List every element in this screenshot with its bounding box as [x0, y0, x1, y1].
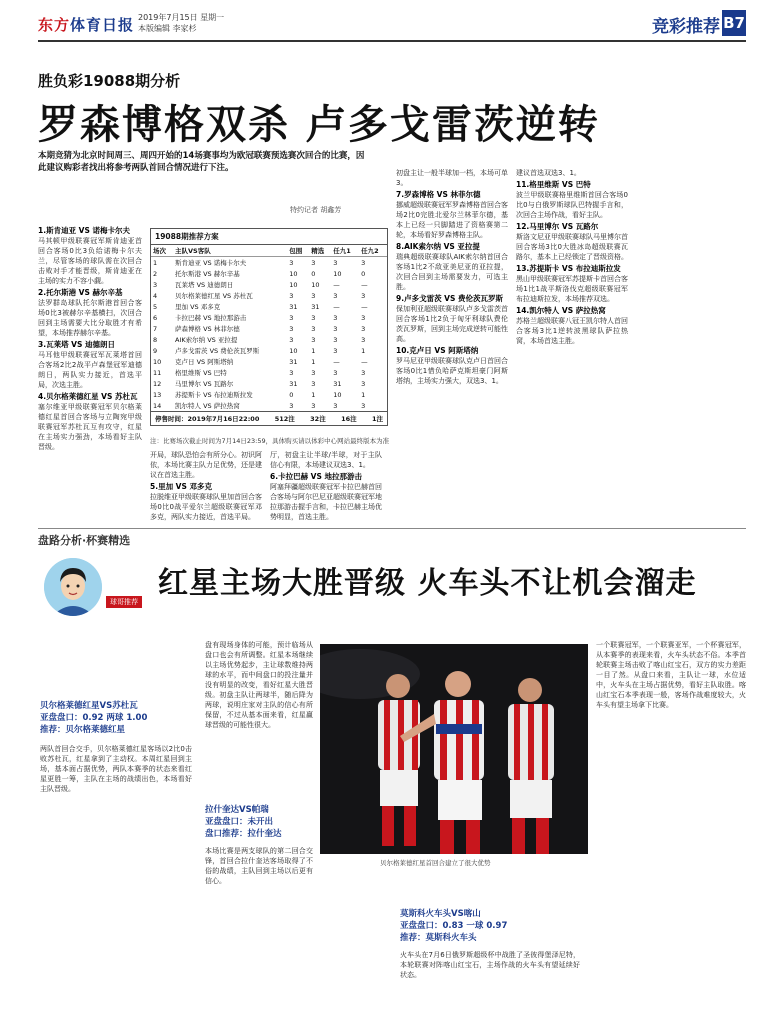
table-cell: 凯尔特人 VS 萨拉热窝	[175, 402, 240, 410]
match2-pick: 盘口推荐：拉什奎达	[205, 829, 282, 839]
table-cell: —	[333, 357, 340, 366]
table-cell: 克卢日 VS 阿斯塔纳	[175, 358, 234, 366]
paragraph-text: 阿塞拜疆超级联赛冠军卡拉巴赫首回合客场与阿尔巴尼亚超级联赛冠军地拉那游击握手言和，卡拉巴赫主场优势明显，首选主胜。	[270, 483, 382, 521]
table-bet-4: 1注	[371, 415, 383, 423]
table-cell: 3	[311, 368, 316, 377]
avatar-illustration	[44, 558, 102, 616]
section-divider	[38, 528, 746, 529]
table-cell: AIK索尔纳 VS 亚拉提	[175, 336, 238, 344]
table-cell: 3	[311, 401, 316, 410]
author-avatar	[44, 558, 102, 616]
table-header-cell: 场次	[151, 245, 173, 257]
table-cell: 3	[311, 379, 316, 388]
article-column-1	[38, 224, 142, 524]
table-cell: 2	[153, 269, 158, 278]
table-cell: 3	[289, 401, 294, 410]
paragraph-heading: 13.苏提斯卡 VS 布拉迪斯拉发	[516, 264, 621, 273]
paragraph-heading: 7.罗森博格 VS 林菲尔德	[396, 190, 481, 199]
editor-credit: 本版编辑 李家杉	[138, 24, 197, 33]
table-cell: 31	[311, 302, 320, 311]
table-cell: 5	[153, 302, 158, 311]
paragraph-heading: 5.里加 VS 邓多克	[150, 482, 212, 491]
table-grid	[151, 245, 387, 411]
recommendation-table	[150, 228, 388, 426]
table-cell: 3	[333, 346, 338, 355]
paragraph-text: 瑞典超级联赛球队AIK索尔纳首回合客场1比2不敌亚美尼亚的亚拉提，次回合回到主场需要发力，可选主胜。	[396, 253, 508, 291]
table-cell: 0	[311, 269, 316, 278]
paragraph-text: 黑山甲级联赛冠军苏提斯卡首回合客场1比1战平斯洛伐克超级联赛冠军布拉迪斯拉发，本场推荐双选。	[516, 275, 628, 303]
table-cell: 3	[333, 258, 338, 267]
table-cell: 1	[361, 390, 366, 399]
article-column-5	[516, 168, 628, 524]
paragraph-heading: 9.卢多戈雷茨 VS 费伦茨瓦罗斯	[396, 294, 503, 303]
table-header-cell: 精选	[309, 245, 331, 257]
table-cell: 3	[333, 335, 338, 344]
paragraph-text: 拉脱维亚甲级联赛球队里加首回合客场0比0战平爱尔兰超级联赛冠军邓多克，两队实力接近，首选平局。	[150, 493, 262, 521]
section-title: 竞彩推荐	[652, 17, 720, 37]
table-cell: 3	[311, 313, 316, 322]
table-cell: 3	[289, 258, 294, 267]
table-cell: 14	[153, 401, 162, 410]
table-cell: 3	[333, 291, 338, 300]
table-cell: 10	[289, 280, 298, 289]
table-cell: 3	[361, 368, 366, 377]
table-row	[151, 389, 387, 400]
table-cell: 1	[311, 357, 316, 366]
paragraph-heading: 10.克卢日 VS 阿斯塔纳	[396, 346, 479, 355]
table-cell: 4	[153, 291, 158, 300]
table-cell: 10	[153, 357, 162, 366]
table-cell: 卡拉巴赫 VS 地拉那游击	[175, 314, 247, 322]
table-row	[151, 400, 387, 411]
paragraph-heading: 4.贝尔格莱德红星 VS 苏杜瓦	[38, 392, 138, 401]
table-cell: 萨森博格 VS 林菲尔德	[175, 325, 240, 333]
paragraph-text: 马耳他甲级联赛冠军瓦莱塔首回合客场2比2战平卢森堡冠军迪德朗日，两队实力接近，首选平局，次选主胜。	[38, 351, 142, 389]
table-cell: 0	[361, 269, 366, 278]
paragraph-text: 马其顿甲级联赛冠军斯肯迪亚首回合客场0比3负给诺梅卡尔夫兰，尽管客场的球队需在次回合击败对手才能晋级，斯肯迪亚在主场的实力不容小觑。	[38, 237, 142, 285]
table-cell: —	[361, 280, 368, 289]
paragraph-text: 挪威超级联赛冠军罗森博格首回合客场2比0完胜北爱尔兰林菲尔德，基本上已经一只脚踏进了资格赛第二轮，本场看好罗森博格主队。	[396, 201, 508, 239]
article-byline: 特约记者 胡鑫芳	[290, 206, 342, 214]
paragraph-heading: 14.凯尔特人 VS 萨拉热窝	[516, 306, 606, 315]
paragraph-text: 法罗群岛球队托尔斯港首回合客场0比3被赫尔辛基横扫，次回合回到主场需要大比分取胜才有希望，本场推荐赫尔辛基。	[38, 299, 142, 337]
table-cell: 0	[289, 390, 294, 399]
table-cell: 3	[289, 368, 294, 377]
table-cell: 10	[289, 269, 298, 278]
photo-caption: 贝尔格莱德红星首回合建立了很大优势	[380, 859, 491, 867]
table-cell: 3	[333, 313, 338, 322]
table-cell: 13	[153, 390, 162, 399]
table-cell: 3	[311, 291, 316, 300]
match3-line: 亚盘盘口：0.83 一球 0.97	[400, 921, 508, 931]
table-cell: 3	[361, 401, 366, 410]
table-row	[151, 301, 387, 312]
table-bet-2: 32注	[310, 415, 326, 423]
article2-column-mid: 盘有现场身体的可能，预计临场从盘口也会有所调整。红星本场继续以主场优势起步，主让球数维持两球的水平，而中间盘口的投注量并没有明显的改变，看好红星大胜晋级。初盘主队让两球半，随后降为两球，说明庄家对主队的信心有所保留，不过从基本面来看，红星赢球晋级的可能性很大。	[205, 641, 313, 729]
match3-teams: 莫斯科火车头VS喀山	[400, 909, 481, 919]
table-cell: —	[333, 302, 340, 311]
table-cell: 瓦莱塔 VS 迪德朗日	[175, 281, 234, 289]
table-header-cell: 任九1	[331, 245, 359, 257]
match1-teams: 贝尔格莱德红星VS苏杜瓦	[40, 701, 138, 711]
table-cell: 3	[289, 291, 294, 300]
table-cell: 3	[333, 401, 338, 410]
table-cell: 里加 VS 邓多克	[175, 303, 221, 311]
table-cell: 1	[153, 258, 158, 267]
match3-text: 火车头在7月6日俄罗斯超级杯中战胜了圣彼得堡泽尼特，本轮联赛对阵喀山红宝石，主场作战的火车头有望延续好状态。	[400, 951, 580, 979]
logo-part-b: 体育日报	[70, 16, 135, 34]
article2-headline: 红星主场大胜晋级 火车头不让机会溜走	[158, 566, 697, 601]
table-row	[151, 268, 387, 279]
table-cell: 10	[311, 280, 320, 289]
table-cell: 10	[289, 346, 298, 355]
table-cell: 托尔斯港 VS 赫尔辛基	[175, 270, 240, 278]
newspaper-logo	[38, 14, 134, 35]
article-column-2	[150, 450, 262, 525]
table-cell: 斯肯迪亚 VS 诺梅卡尔夫	[175, 259, 247, 267]
table-cell: 1	[311, 346, 316, 355]
table-cell: 1	[311, 390, 316, 399]
table-cell: 11	[153, 368, 162, 377]
table-header-cell: 包围	[287, 245, 309, 257]
match2-line: 亚盘盘口：未开出	[205, 817, 274, 827]
article-column-4	[396, 168, 508, 524]
table-header-row	[151, 245, 387, 257]
match1-line: 亚盘盘口：0.92 两球 1.00	[40, 713, 148, 723]
table-cell: 马里博尔 VS 瓦路尔	[175, 380, 234, 388]
paragraph-heading: 2.托尔斯港 VS 赫尔辛基	[38, 288, 123, 297]
match1-text: 两队首回合交手，贝尔格莱德红星客场以2比0击败苏杜瓦，红星拿到了主动权。本周红星回到主场，基本面占据优势，两队本赛季的状态来看红星更胜一筹，主队在主场的战绩出色，本场看好主队晋级。	[40, 745, 192, 793]
paragraph-heading: 6.卡拉巴赫 VS 地拉那游击	[270, 472, 362, 481]
avatar-label: 球哥推荐	[106, 596, 142, 608]
table-cell: 格里维斯 VS 巴特	[175, 369, 227, 377]
match3-pick: 推荐：莫斯科火车头	[400, 933, 477, 943]
match2-text: 本场比赛是两支球队的第二回合交锋，首回合拉什奎达客场取得了不俗的战绩，主队回到主场以后更有信心。	[205, 847, 313, 885]
table-row	[151, 279, 387, 290]
table-cell: 31	[289, 357, 298, 366]
paragraph-text: 开局，球队恐怕会有所分心。初识阿依，本场比赛主队力足优势，还是建议在首选主胜。	[150, 451, 262, 479]
table-cell: 10	[333, 269, 342, 278]
article-kicker: 胜负彩19088期分析	[38, 72, 181, 90]
paragraph-heading: 3.瓦莱塔 VS 迪德朗日	[38, 340, 115, 349]
table-cell: 3	[361, 291, 366, 300]
table-header-cell: 任九2	[359, 245, 387, 257]
paragraph-text: 初盘主让一般半球加一档，本场可单3。	[396, 169, 508, 187]
table-cell: 3	[289, 324, 294, 333]
table-cell: 31	[289, 302, 298, 311]
page-header	[38, 4, 746, 42]
table-cell: 贝尔格莱德红星 VS 苏杜瓦	[175, 292, 253, 300]
page-number: B7	[722, 10, 746, 36]
paragraph-heading: 12.马里博尔 VS 瓦路尔	[516, 222, 599, 231]
table-note: 注：比赛场次截止时间为7月14日23:59，具体购买请以体彩中心网站最终版本为准	[150, 437, 390, 445]
logo-part-a: 东方	[38, 16, 71, 34]
article2-column-right: 一个联赛冠军，一个联赛亚军，一个杯赛冠军，从本赛季的表现来看，火车头状态不俗。本季首轮联赛主场击败了喀山红宝石，双方的实力差距一目了然。从盘口来看，主队让一球，水位适中，火车头在主场占据优势，看好主队取胜。喀山红宝石本季表现一般，客场作战难度较大，火车头有望主场拿下比赛。	[596, 641, 746, 709]
table-deadline: 停售时间：2019年7月16日22:00	[155, 415, 260, 423]
table-header-cell: 主队VS客队	[173, 245, 287, 257]
match-photo	[320, 644, 588, 854]
table-cell: 苏提斯卡 VS 布拉迪斯拉发	[175, 391, 253, 399]
table-row	[151, 323, 387, 334]
paragraph-text: 建议首选双选3、1。	[516, 169, 581, 177]
table-cell: 9	[153, 346, 158, 355]
paragraph-text: 塞尔维亚甲级联赛冠军贝尔格莱德红星首回合客场与立陶宛甲级联赛冠军苏杜瓦互有攻守，红星在主场实力强劲，本场看好主队晋级。	[38, 403, 142, 451]
table-row	[151, 312, 387, 323]
table-bet-1: 512注	[274, 415, 295, 423]
article-column-3	[270, 450, 382, 525]
table-row	[151, 257, 387, 269]
table-footer	[151, 411, 387, 425]
table-row	[151, 290, 387, 301]
paragraph-heading: 8.AIK索尔纳 VS 亚拉提	[396, 242, 480, 251]
table-cell: 3	[333, 324, 338, 333]
match1-info	[40, 700, 200, 736]
table-cell: —	[361, 302, 368, 311]
paragraph-heading: 1.斯肯迪亚 VS 诺梅卡尔夫	[38, 226, 130, 235]
table-cell: 3	[333, 368, 338, 377]
table-cell: 31	[289, 379, 298, 388]
table-cell: 3	[311, 335, 316, 344]
table-row	[151, 378, 387, 389]
table-cell: 卢多戈雷茨 VS 费伦茨瓦罗斯	[175, 347, 260, 355]
issue-info	[138, 12, 224, 34]
match2-teams: 拉什奎达VS帕瑞	[205, 805, 269, 815]
table-cell: 10	[333, 390, 342, 399]
players-illustration	[320, 644, 588, 854]
paragraph-text: 波兰甲级联赛格里维斯首回合客场0比0与白俄罗斯球队巴特握手言和，次回合主场作战，看好主队。	[516, 191, 628, 219]
paragraph-text: 罗马尼亚甲级联赛球队克卢日首回合客场0比1惜负哈萨克斯坦豪门阿斯塔纳，主场实力强大，双选3、1。	[396, 357, 508, 385]
table-row	[151, 356, 387, 367]
table-row	[151, 345, 387, 356]
table-cell: 3	[289, 313, 294, 322]
paragraph-text: 厅，初盘主让半球/半球，对于主队信心有限，本场建议双选3、1。	[270, 451, 382, 469]
table-cell: 3	[361, 335, 366, 344]
match1-pick: 推荐：贝尔格莱德红星	[40, 725, 126, 735]
table-cell: 3	[361, 379, 366, 388]
table-cell: 7	[153, 324, 158, 333]
paragraph-text: 斯洛文尼亚甲级联赛球队马里博尔首回合客场3比0大胜冰岛超级联赛瓦路尔，基本上已经锁定了晋级资格。	[516, 233, 628, 261]
issue-date: 2019年7月15日 星期一	[138, 13, 225, 22]
table-cell: 12	[153, 379, 162, 388]
paragraph-text: 保加利亚超级联赛球队卢多戈雷茨首回合客场1比2负于匈牙利球队费伦茨瓦罗斯，回到主场完成逆转可能性高。	[396, 305, 508, 343]
table-cell: —	[361, 357, 368, 366]
table-row	[151, 367, 387, 378]
table-row	[151, 334, 387, 345]
table-title: 19088期推荐方案	[151, 229, 387, 245]
table-cell: 3	[361, 313, 366, 322]
table-cell: 1	[361, 346, 366, 355]
table-cell: —	[333, 280, 340, 289]
table-cell: 3	[153, 280, 158, 289]
paragraph-heading: 11.格里维斯 VS 巴特	[516, 180, 591, 189]
table-cell: 3	[289, 335, 294, 344]
table-cell: 3	[311, 258, 316, 267]
table-cell: 3	[361, 258, 366, 267]
match2-info	[205, 804, 315, 840]
table-cell: 3	[311, 324, 316, 333]
table-cell: 31	[333, 379, 342, 388]
table-cell: 3	[361, 324, 366, 333]
paragraph-text: 苏格兰超级联赛八冠王凯尔特人首回合客场3比1逆转波黑球队萨拉热窝，本场首选主胜。	[516, 317, 628, 345]
table-cell: 6	[153, 313, 158, 322]
article-headline: 罗森博格双杀 卢多戈雷茨逆转	[38, 101, 600, 148]
section2-title: 盘路分析·杯赛精选	[38, 534, 131, 547]
table-bet-3: 16注	[341, 415, 357, 423]
article-intro: 本期竞猜为北京时间周三、周四开始的14场赛事均为欧冠联赛预选赛次回合的比赛，因此建议购彩者找出将参考两队首回合情况进行下注。	[38, 151, 365, 173]
match3-info	[400, 908, 580, 944]
table-cell: 8	[153, 335, 158, 344]
